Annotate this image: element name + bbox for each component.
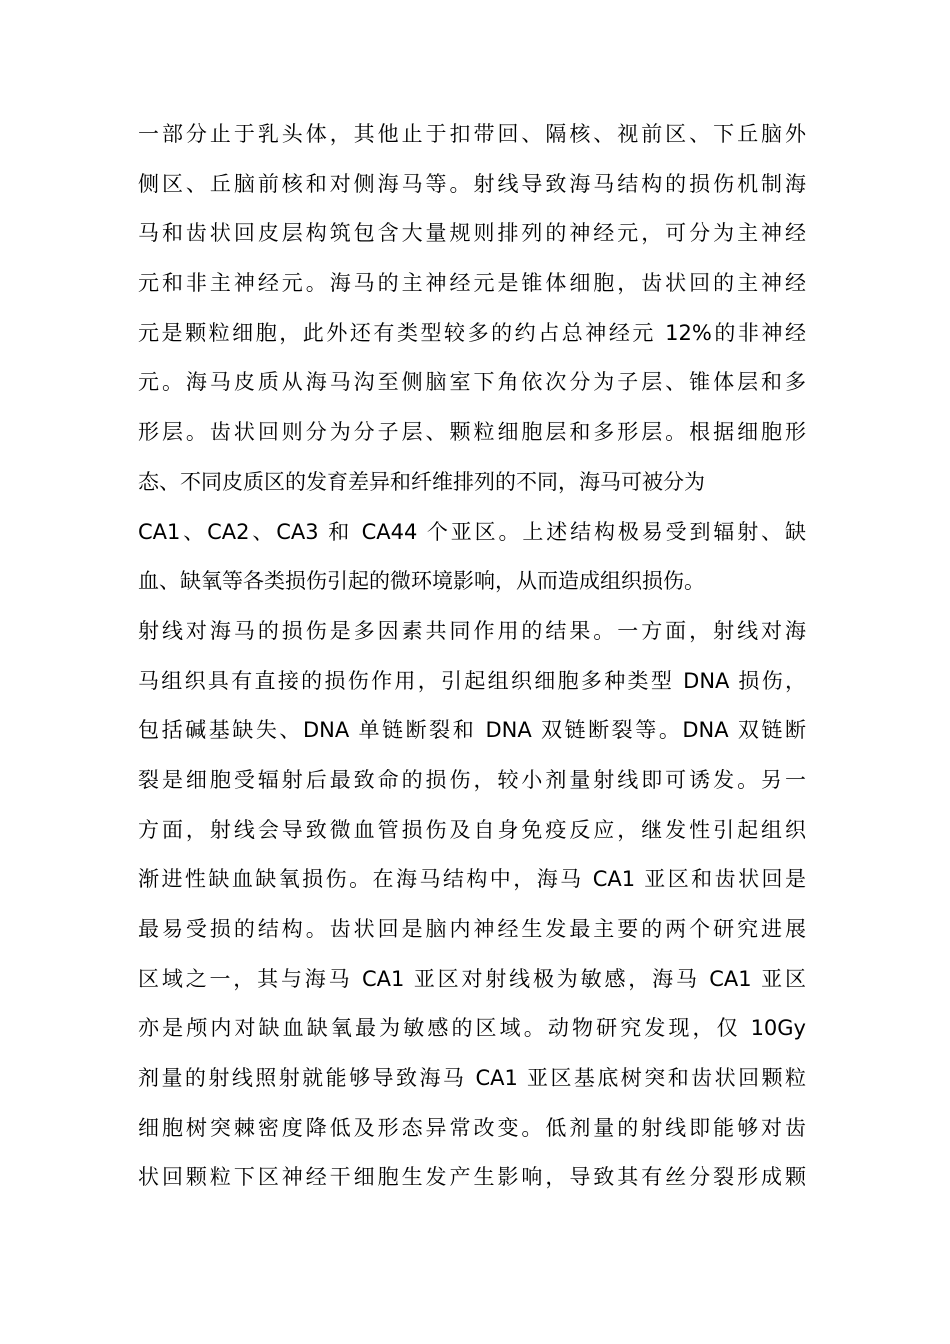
text-line-1: 一部分止于乳头体，其他止于扣带回、隔核、视前区、下丘脑外 <box>138 122 806 146</box>
text-line-12: 马组织具有直接的损伤作用，引起组织细胞多种类型 DNA 损伤， <box>138 668 806 693</box>
text-line-19: 亦是颅内对缺血缺氧最为敏感的区域。动物研究发现，仅 10Gy <box>138 1016 806 1041</box>
text-line-8: 态、不同皮质区的发育差异和纤维排列的不同，海马可被分为 <box>138 469 705 494</box>
text-line-5: 元是颗粒细胞，此外还有类型较多的约占总神经元 12%的非神经 <box>138 320 806 345</box>
text-line-3: 马和齿状回皮层构筑包含大量规则排列的神经元，可分为主神经 <box>138 221 806 246</box>
text-line-16: 渐进性缺血缺氧损伤。在海马结构中，海马 CA1 亚区和齿状回是 <box>138 867 806 892</box>
text-line-20: 剂量的射线照射就能够导致海马 CA1 亚区基底树突和齿状回颗粒 <box>138 1066 806 1091</box>
text-line-11: 射线对海马的损伤是多因素共同作用的结果。一方面，射线对海 <box>138 618 806 643</box>
text-line-15: 方面，射线会导致微血管损伤及自身免疫反应，继发性引起组织 <box>138 817 806 842</box>
text-line-10: 血、缺氧等各类损伤引起的微环境影响，从而造成组织损伤。 <box>138 569 705 594</box>
text-line-9: CA1、CA2、CA3 和 CA44 个亚区。上述结构极易受到辐射、缺 <box>138 519 806 544</box>
text-line-13: 包括碱基缺失、DNA 单链断裂和 DNA 双链断裂等。DNA 双链断 <box>138 718 806 743</box>
text-line-6: 元。海马皮质从海马沟至侧脑室下角依次分为子层、锥体层和多 <box>138 370 806 395</box>
text-line-18: 区域之一，其与海马 CA1 亚区对射线极为敏感，海马 CA1 亚区 <box>138 966 806 991</box>
text-line-2: 侧区、丘脑前核和对侧海马等。射线导致海马结构的损伤机制海 <box>138 171 806 196</box>
text-line-22: 状回颗粒下区神经干细胞生发产生影响，导致其有丝分裂形成颗 <box>138 1165 806 1190</box>
text-line-4: 元和非主神经元。海马的主神经元是锥体细胞，齿状回的主神经 <box>138 271 806 296</box>
document-body <box>138 110 806 1203</box>
text-line-14: 裂是细胞受辐射后最致命的损伤，较小剂量射线即可诱发。另一 <box>138 767 806 792</box>
text-line-17: 最易受损的结构。齿状回是脑内神经生发最主要的两个研究进展 <box>138 917 806 941</box>
text-line-7: 形层。齿状回则分为分子层、颗粒细胞层和多形层。根据细胞形 <box>138 420 806 445</box>
text-line-21: 细胞树突棘密度降低及形态异常改变。低剂量的射线即能够对齿 <box>138 1115 806 1140</box>
